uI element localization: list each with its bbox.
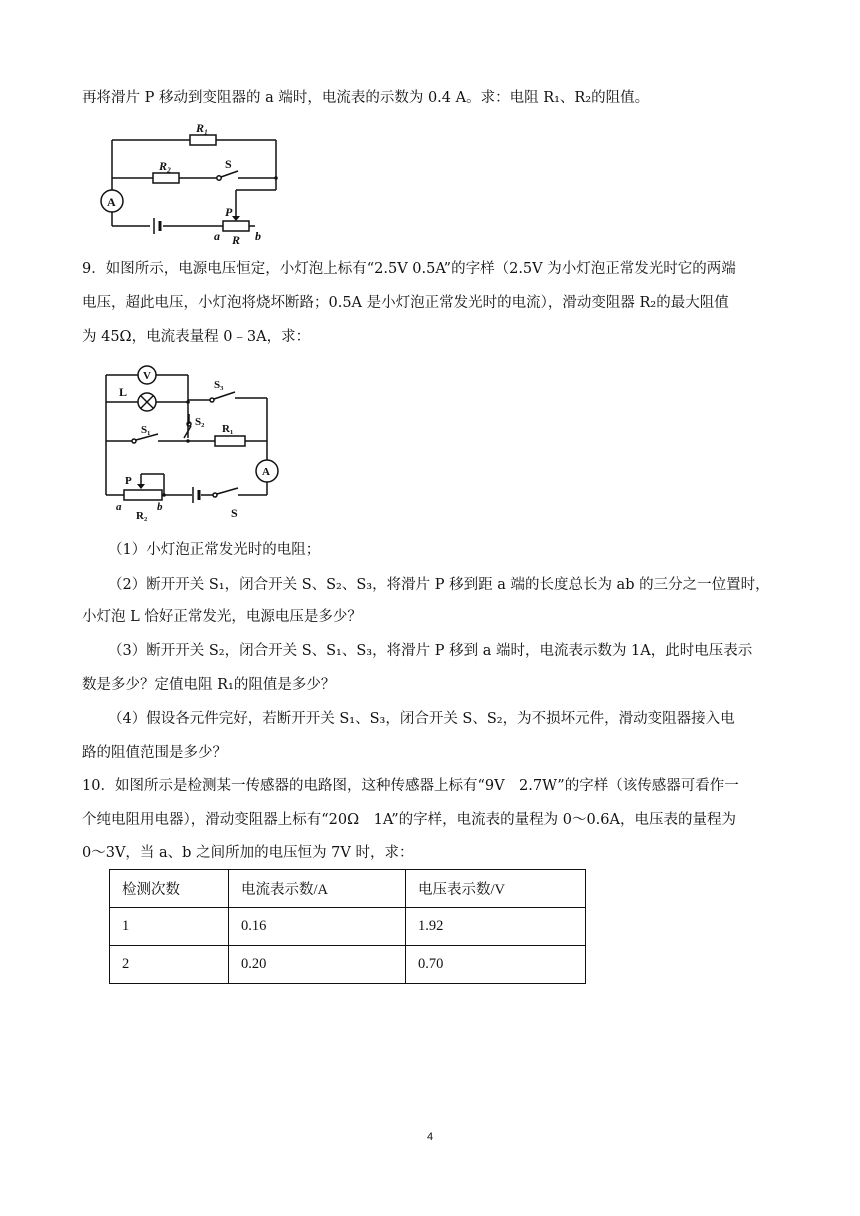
- q8-fig-label-p: P: [225, 205, 233, 219]
- table-header-cell: 电压表示数/V: [406, 870, 586, 908]
- table-cell: 0.70: [406, 946, 586, 984]
- table-cell: 0.16: [229, 908, 406, 946]
- q9-sub-2-line-1: （2）断开开关 S₁，闭合开关 S、S₂、S₃，将滑片 P 移到距 a 端的长度总长为 ab 的三分之一位置时，: [108, 577, 770, 593]
- table-header-cell: 检测次数: [110, 870, 229, 908]
- q9-text-line-2: 电压，超此电压，小灯泡将烧坏断路；0.5A 是小灯泡正常发光时的电流），滑动变阻器 R₂的最大阻值: [82, 295, 729, 311]
- q9-fig-label-r1: R₁: [222, 423, 234, 435]
- table-cell: 0.20: [229, 946, 406, 984]
- q9-fig-label-a: a: [116, 501, 122, 513]
- q9-text-line-1: 9．如图所示，电源电压恒定，小灯泡上标有“2.5V 0.5A”的字样（2.5V 为小灯泡正常发光时它的两端: [82, 261, 736, 277]
- q9-fig-label-s2: S₂: [195, 416, 205, 428]
- q8-fig-label-r1: R₁: [196, 121, 209, 135]
- q9-fig-label-l: L: [119, 385, 128, 399]
- table-row: [110, 908, 586, 946]
- table-header-row: [110, 870, 586, 908]
- q9-fig-label-s3: S₃: [214, 379, 224, 391]
- q9-fig-label-b: b: [157, 501, 163, 513]
- q9-sub-4-line-1: （4）假设各元件完好，若断开开关 S₁、S₃，闭合开关 S、S₂，为不损坏元件，滑动变阻器接入电: [108, 711, 735, 727]
- table-cell: 2: [110, 946, 229, 984]
- q8-fig-label-b: b: [255, 229, 261, 243]
- table-cell: 1.92: [406, 908, 586, 946]
- table-cell: 1: [110, 908, 229, 946]
- q9-fig-label-s1: S₁: [141, 424, 151, 436]
- q10-text-line-1: 10．如图所示是检测某一传感器的电路图，这种传感器上标有“9V 2.7W”的字样（该传感器可看作一: [82, 778, 739, 794]
- q9-fig-label-s: S: [231, 506, 238, 520]
- table-row: [110, 946, 586, 984]
- q8-fig-label-r2: R₂: [159, 159, 172, 173]
- q9-fig-label-r2: R₂: [136, 510, 148, 522]
- q8-fig-label-a: a: [214, 229, 220, 243]
- q9-fig-label-v: V: [143, 370, 151, 382]
- table-header-cell: 电流表示数/A: [229, 870, 406, 908]
- q9-fig-label-ammeter: A: [262, 466, 270, 478]
- q8-circuit-diagram: [95, 118, 295, 248]
- q9-sub-3-line-2: 数是多少？定值电阻 R₁的阻值是多少？: [82, 677, 336, 693]
- q8-fig-label-s: S: [225, 157, 232, 171]
- q9-sub-2-line-2: 小灯泡 L 恰好正常发光，电源电压是多少？: [82, 609, 362, 625]
- q9-text-line-3: 为 45Ω，电流表量程 0﹣3A，求：: [82, 329, 311, 345]
- q8-fig-label-ammeter: A: [107, 195, 116, 209]
- q10-data-table: [109, 869, 586, 984]
- q9-circuit-diagram: [100, 362, 290, 524]
- q9-sub-1: （1）小灯泡正常发光时的电阻；: [108, 542, 321, 558]
- q8-text-line: 再将滑片 P 移动到变阻器的 a 端时，电流表的示数为 0.4 A。求：电阻 R₁、R₂的阻值。: [82, 90, 650, 106]
- q8-fig-label-r: R: [232, 233, 241, 247]
- q10-text-line-2: 个纯电阻用电器），滑动变阻器上标有“20Ω 1A”的字样，电流表的量程为 0～0.6A，电压表的量程为: [82, 812, 736, 828]
- q9-sub-4-line-2: 路的阻值范围是多少？: [82, 745, 227, 761]
- page-number: 4: [426, 1131, 434, 1143]
- q9-fig-label-p: P: [125, 475, 132, 487]
- q10-text-line-3: 0～3V，当 a、b 之间所加的电压恒为 7V 时，求：: [82, 845, 414, 861]
- q9-sub-3-line-1: （3）断开开关 S₂，闭合开关 S、S₁、S₃，将滑片 P 移到 a 端时，电流表示数为 1A，此时电压表示: [108, 643, 753, 659]
